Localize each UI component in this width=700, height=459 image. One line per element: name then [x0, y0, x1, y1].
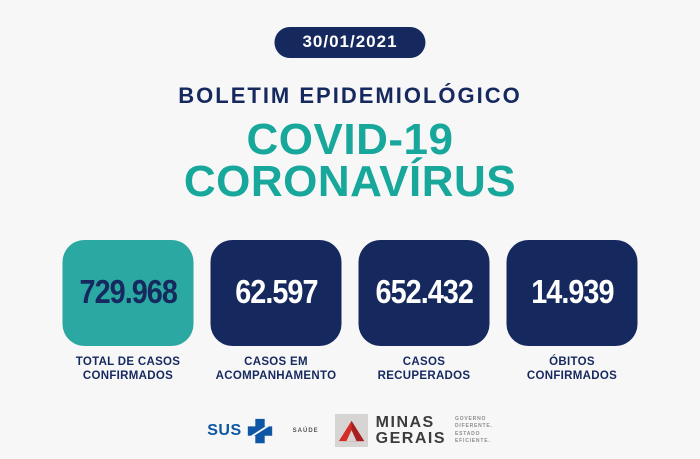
stat-value: 729.968	[79, 274, 177, 311]
stat-under-monitoring	[211, 240, 342, 384]
saude-label: SAÚDE	[292, 427, 319, 434]
page-title	[0, 115, 700, 206]
stat-card-total-confirmed	[63, 240, 194, 346]
stat-label: ÓBITOS CONFIRMADOS	[526, 356, 618, 383]
stat-value: 62.597	[234, 274, 318, 311]
gov-slogan: GOVERNO DIFERENTE. ESTADO EFICIENTE.	[455, 415, 493, 444]
mg-name: MINAS GERAIS	[375, 414, 447, 447]
title-line-coronavirus: CORONAVÍRUS	[183, 156, 517, 206]
minas-gerais-logo	[335, 414, 493, 447]
sus-logo	[207, 416, 274, 446]
stat-label: TOTAL DE CASOS CONFIRMADOS	[75, 356, 181, 383]
stat-value: 652.432	[375, 274, 473, 311]
sus-cross-icon	[245, 416, 275, 446]
sus-label: SUS	[207, 421, 242, 439]
stats-row	[63, 240, 638, 384]
stat-card-under-monitoring	[211, 240, 342, 346]
stat-total-confirmed	[63, 240, 194, 384]
stat-deaths	[507, 240, 638, 384]
stat-card-recovered	[359, 240, 490, 346]
date-badge: 30/01/2021	[274, 27, 425, 58]
stat-recovered	[359, 240, 490, 384]
title-line-covid: COVID-19	[246, 115, 454, 164]
bulletin-subtitle: BOLETIM EPIDEMIOLÓGICO	[178, 83, 522, 108]
stat-card-deaths	[507, 240, 638, 346]
stat-value: 14.939	[530, 274, 614, 311]
stat-label: CASOS RECUPERADOS	[377, 356, 471, 383]
stat-label: CASOS EM ACOMPANHAMENTO	[215, 356, 337, 383]
mg-triangle-icon	[335, 414, 368, 447]
footer-logos	[0, 414, 700, 447]
